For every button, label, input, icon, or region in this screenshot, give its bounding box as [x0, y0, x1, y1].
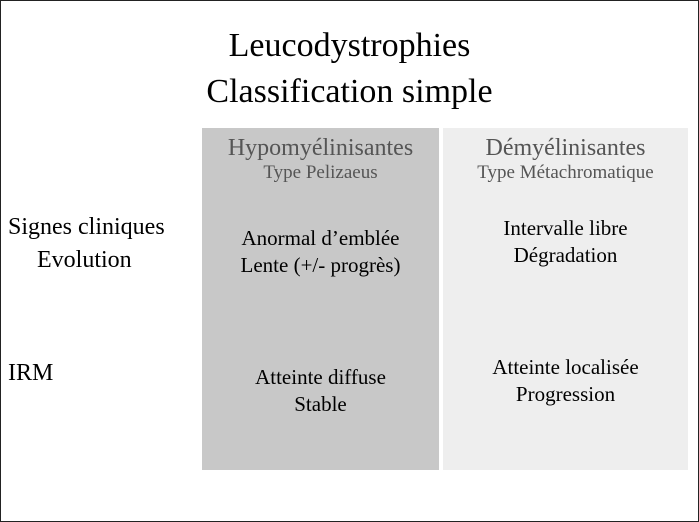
column-demyelinating [443, 128, 688, 470]
cell-line: Lente (+/- progrès) [240, 253, 401, 277]
column-subheading: Type Pelizaeus [263, 162, 378, 183]
column-heading: Hypomyélinisantes [227, 135, 414, 161]
cell-line: Anormal d’emblée [241, 226, 400, 250]
cell-line: Stable [294, 392, 347, 416]
cell-line: Progression [515, 382, 616, 406]
cell-clinical [443, 215, 688, 269]
column-header [202, 134, 439, 184]
slide-title-line-1: Leucodystrophies [228, 27, 471, 64]
cell-clinical [202, 225, 439, 279]
column-header [443, 134, 688, 184]
cell-line: Intervalle libre [503, 216, 628, 240]
row-label-clinical: Signes cliniques [8, 214, 165, 240]
cell-mri [443, 354, 688, 408]
cell-line: Dégradation [513, 243, 618, 267]
row-label-evolution: Evolution [37, 247, 132, 273]
row-label-mri: IRM [8, 360, 54, 386]
column-heading: Démyélinisantes [485, 135, 646, 161]
cell-line: Atteinte diffuse [255, 365, 386, 389]
cell-line: Atteinte localisée [492, 355, 639, 379]
slide-title-line-2: Classification simple [206, 73, 493, 110]
column-hypomyelinating [202, 128, 439, 470]
column-subheading: Type Métachromatique [477, 162, 654, 183]
cell-mri [202, 364, 439, 418]
